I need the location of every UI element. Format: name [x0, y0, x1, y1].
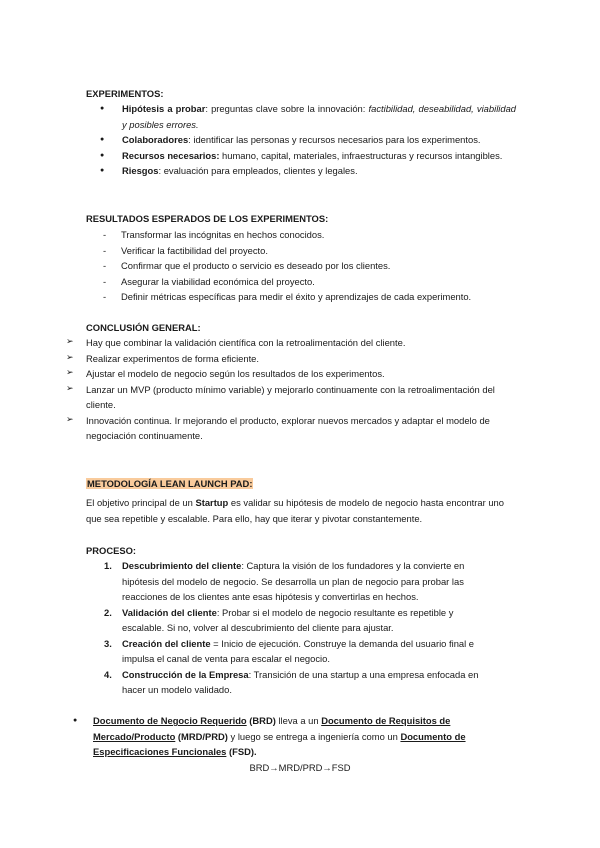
document-flow-formula: BRD→MRD/PRD→FSD — [249, 762, 351, 773]
list-item: ● Recursos necesarios: humano, capital, materiales, infraestructuras y recursos intangibles. — [86, 148, 516, 164]
list-item: - Confirmar que el producto o servicio es deseado por los clientes. — [86, 258, 516, 274]
list-item: ● Hipótesis a probar: preguntas clave sobre la innovación: factibilidad, deseabilidad, viabilidad y posibles errores. — [86, 101, 516, 132]
list-item: 3. Creación del cliente = Inicio de ejecución. Construye la demanda del usuario final e impulsa el canal de venta para escalar el negocio. — [104, 637, 475, 664]
list-item: ➢ Innovación continua. Ir mejorando el producto, explorar nuevos mercados y adaptar el modelo de negociación continuamente. — [66, 413, 506, 444]
list-item: 2. Validación del cliente: Probar si el modelo de negocio resultante es repetible y escalable. Si no, volver al descubrimiento del cliente para ajustar. — [104, 606, 454, 633]
list-item: ➢ Ajustar el modelo de negocio según los resultados de los experimentos. — [66, 366, 506, 382]
metodologia-heading: METODOLOGÍA LEAN LAUNCH PAD: — [87, 478, 253, 489]
list-item: - Verificar la factibilidad del proyecto. — [86, 243, 516, 259]
list-item: ● Riesgos: evaluación para empleados, clientes y legales. — [86, 163, 516, 179]
list-item: - Transformar las incógnitas en hechos conocidos. — [86, 227, 516, 243]
resultados-list — [86, 227, 516, 305]
proceso-heading: PROCESO: — [86, 545, 137, 556]
conclusion-heading: CONCLUSIÓN GENERAL: — [86, 322, 201, 333]
resultados-heading: RESULTADOS ESPERADOS DE LOS EXPERIMENTOS: — [86, 213, 329, 224]
experimentos-heading: EXPERIMENTOS: — [86, 88, 164, 99]
proceso-steps — [86, 558, 496, 698]
experimentos-list — [86, 101, 516, 179]
list-item: - Definir métricas específicas para medir el éxito y aprendizajes de cada experimento. — [86, 289, 516, 305]
documentos-bullet: ● Documento de Negocio Requerido (BRD) lleva a un Documento de Requisitos de Mercado/Producto (MRD/PRD) y luego se entrega a ingeniería como un Documento de Especificaciones Funcionales (FSD). — [73, 715, 466, 757]
list-item: ➢ Realizar experimentos de forma eficiente. — [66, 351, 506, 367]
list-item: ➢ Hay que combinar la validación científica con la retroalimentación del cliente. — [66, 335, 506, 351]
conclusion-list — [66, 335, 506, 444]
list-item: - Asegurar la viabilidad económica del proyecto. — [86, 274, 516, 290]
list-item: ● Colaboradores: identificar las personas y recursos necesarios para los experimentos. — [86, 132, 516, 148]
list-item: 1. Descubrimiento del cliente: Captura la visión de los fundadores y la convierte en hipótesis del modelo de negocio. Se desarrolla un plan de negocio para probar las reacciones de los clientes ante esas hipótesis y convertirlas en hechos. — [104, 560, 465, 602]
list-item: 4. Construcción de la Empresa: Transición de una startup a una empresa enfocada en hacer un modelo validado. — [104, 668, 479, 695]
list-item: ➢ Lanzar un MVP (producto mínimo variable) y mejorarlo continuamente con la retroalimentación del cliente. — [66, 382, 506, 413]
metodologia-intro: El objetivo principal de un Startup es validar su hipótesis de modelo de negocio hasta encontrar uno que sea repetible y escalable. Para ello, hay que iterar y pivotar constantemente. — [86, 497, 504, 524]
